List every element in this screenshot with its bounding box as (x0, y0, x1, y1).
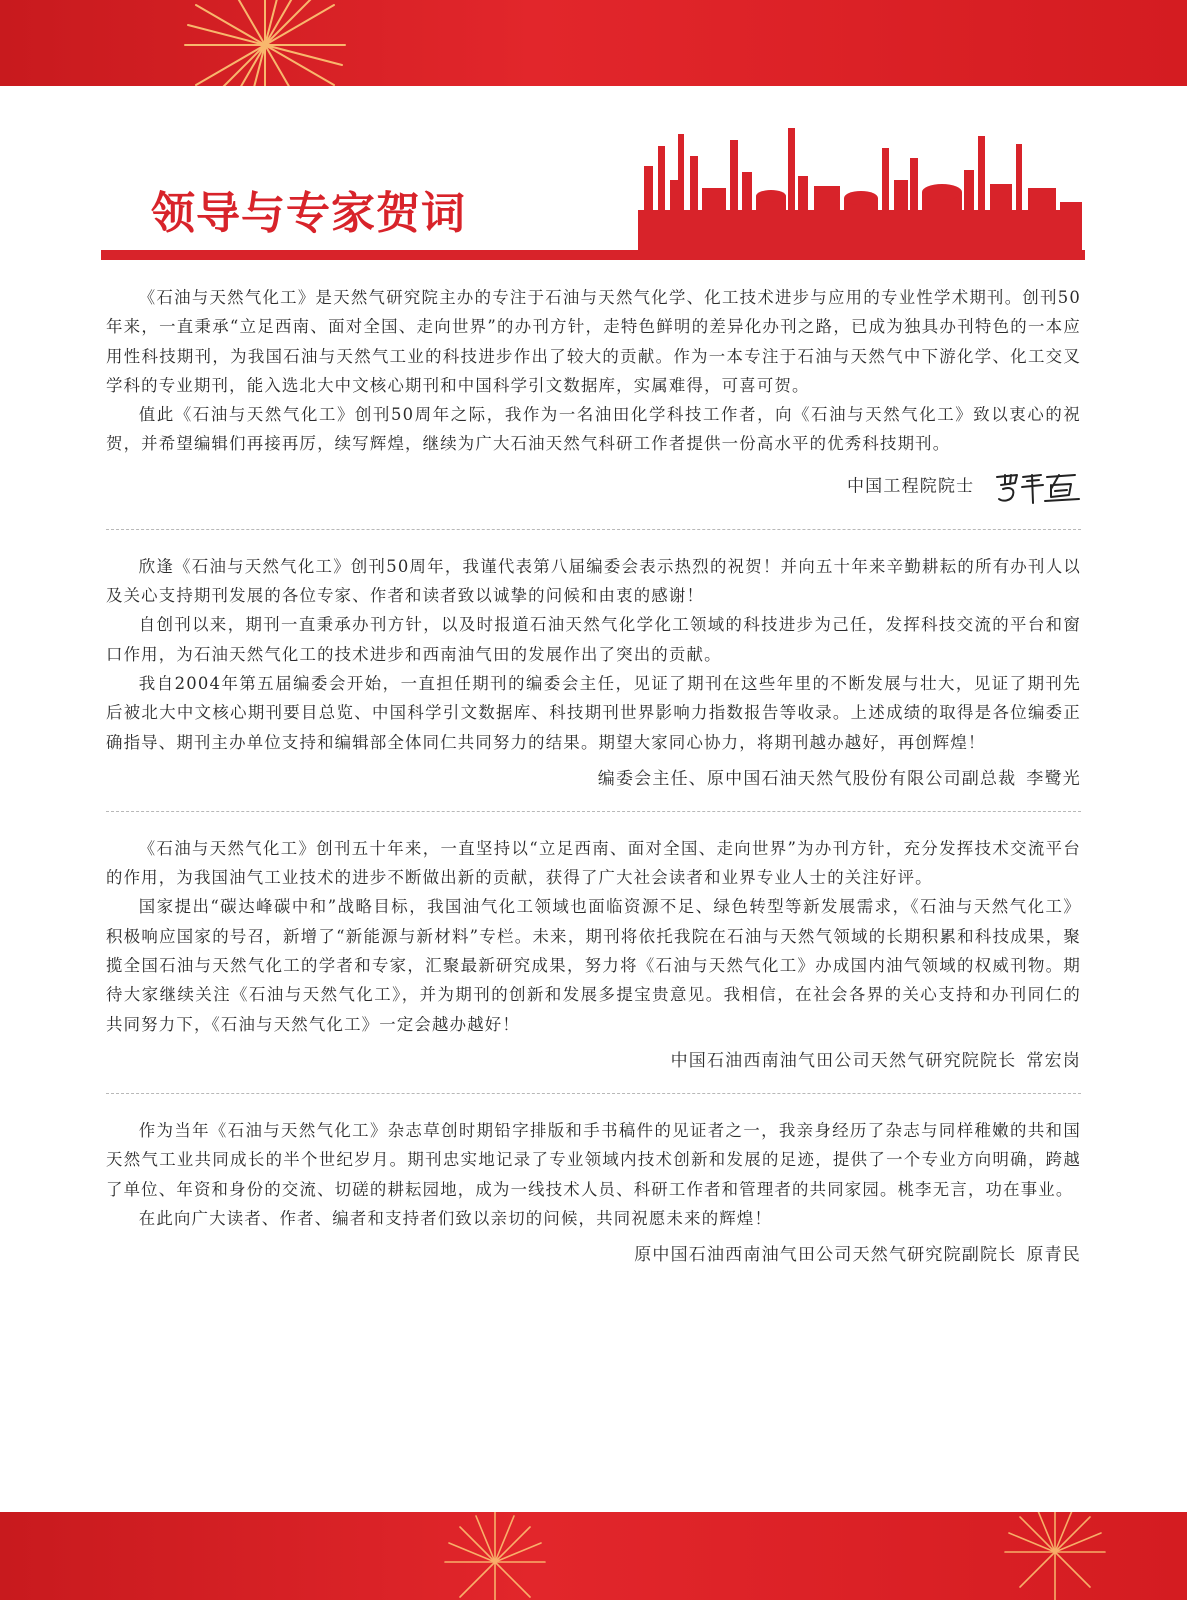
author-name: 常宏岗 (1026, 1050, 1081, 1071)
signature-line (106, 1241, 1081, 1269)
handwritten-signature (993, 469, 1081, 505)
message-block (106, 1116, 1081, 1269)
message-paragraph: 值此《石油与天然气化工》创刊50周年之际，我作为一名油田化学科技工作者，向《石油与天然气化工》致以衷心的祝贺，并希望编辑们再接再厉，续写辉煌，继续为广大石油天然气科研工作者提供一份高水平的优秀科技期刊。 (106, 405, 1081, 454)
message-block (106, 552, 1081, 793)
messages (106, 283, 1081, 1269)
signature-line (106, 1047, 1081, 1075)
firework-icon (995, 1512, 1115, 1600)
message-paragraph: 《石油与天然气化工》创刊五十年来，一直坚持以“立足西南、面对全国、走向世界”为办刊方针，充分发挥技术交流平台的作用，为我国油气工业技术的进步不断做出新的贡献，获得了广大社会读者和业界专业人士的关注好评。 (106, 838, 1081, 888)
message-block (106, 283, 1081, 505)
section-title: 领导与专家贺词 (151, 188, 466, 239)
author-name: 李鹭光 (1026, 768, 1081, 789)
message-paragraph: 我自2004年第五届编委会开始，一直担任期刊的编委会主任，见证了期刊在这些年里的不断发展与壮大，见证了期刊先后被北大中文核心期刊要目总览、中国科学引文数据库、科技期刊世界影响力指数报告等收录。上述成绩的取得是各位编委正确指导、期刊主办单位支持和编辑部全体同仁共同努力的结果。期望大家同心协力，将期刊越办越好，再创辉煌！ (106, 673, 1081, 752)
author-title: 中国石油西南油气田公司天然气研究院院长 (670, 1050, 1017, 1071)
divider (106, 529, 1081, 530)
heading-rule (101, 250, 1085, 260)
message-block (106, 834, 1081, 1075)
message-paragraph: 欣逢《石油与天然气化工》创刊50周年，我谨代表第八届编委会表示热烈的祝贺！并向五十年来辛勤耕耘的所有办刊人以及关心支持期刊发展的各位专家、作者和读者致以诚挚的问候和由衷的感谢！ (106, 556, 1081, 606)
message-paragraph: 作为当年《石油与天然气化工》杂志草创时期铅字排版和手书稿件的见证者之一，我亲身经历了杂志与同样稚嫩的共和国天然气工业共同成长的半个世纪岁月。期刊忠实地记录了专业领域内技术创新和发展的足迹，提供了一个专业方向明确，跨越了单位、年资和身份的交流、切磋的耕耘园地，成为一线技术人员、科研工作者和管理者的共同家园。桃李无言，功在事业。 (106, 1120, 1081, 1199)
message-paragraph: 在此向广大读者、作者、编者和支持者们致以亲切的问候，共同祝愿未来的辉煌！ (138, 1208, 773, 1228)
top-banner (0, 0, 1187, 86)
message-paragraph: 《石油与天然气化工》是天然气研究院主办的专注于石油与天然气化学、化工技术进步与应用的专业性学术期刊。创刊50年来，一直秉承“立足西南、面对全国、走向世界”的办刊方针，走特色鲜明的差异化办刊之路，已成为独具办刊特色的一本应用性科技期刊，为我国石油与天然气工业的科技进步作出了较大的贡献。作为一本专注于石油与天然气中下游化学、化工交叉学科的专业期刊，能入选北大中文核心期刊和中国科学引文数据库，实属难得，可喜可贺。 (106, 288, 1081, 395)
divider (106, 811, 1081, 812)
refinery-skyline-icon (638, 128, 1082, 252)
message-paragraph: 国家提出“碳达峰碳中和”战略目标，我国油气化工领域也面临资源不足、绿色转型等新发展需求，《石油与天然气化工》积极响应国家的号召，新增了“新能源与新材料”专栏。未来，期刊将依托我院在石油与天然气领域的长期积累和科技成果，聚揽全国石油与天然气化工的学者和专家，汇聚最新研究成果，努力将《石油与天然气化工》办成国内油气领域的权威刊物。期待大家继续关注《石油与天然气化工》，并为期刊的创新和发展多提宝贵意见。我相信，在社会各界的关心支持和办刊同仁的共同努力下，《石油与天然气化工》一定会越办越好！ (106, 897, 1081, 1034)
signature-line (106, 469, 1081, 505)
author-name: 原青民 (1026, 1245, 1081, 1266)
signature-line (106, 765, 1081, 793)
firework-icon (435, 1512, 555, 1600)
author-title: 编委会主任、原中国石油天然气股份有限公司副总裁 (597, 768, 1017, 789)
divider (106, 1093, 1081, 1094)
message-paragraph: 自创刊以来，期刊一直秉承办刊方针，以及时报道石油天然气化学化工领域的科技进步为己任，发挥科技交流的平台和窗口作用，为石油天然气化工的技术进步和西南油气田的发展作出了突出的贡献。 (106, 615, 1081, 664)
author-title: 中国工程院院士 (846, 476, 975, 497)
bottom-banner (0, 1512, 1187, 1600)
firework-icon (165, 0, 365, 86)
author-title: 原中国石油西南油气田公司天然气研究院副院长 (634, 1245, 1017, 1266)
